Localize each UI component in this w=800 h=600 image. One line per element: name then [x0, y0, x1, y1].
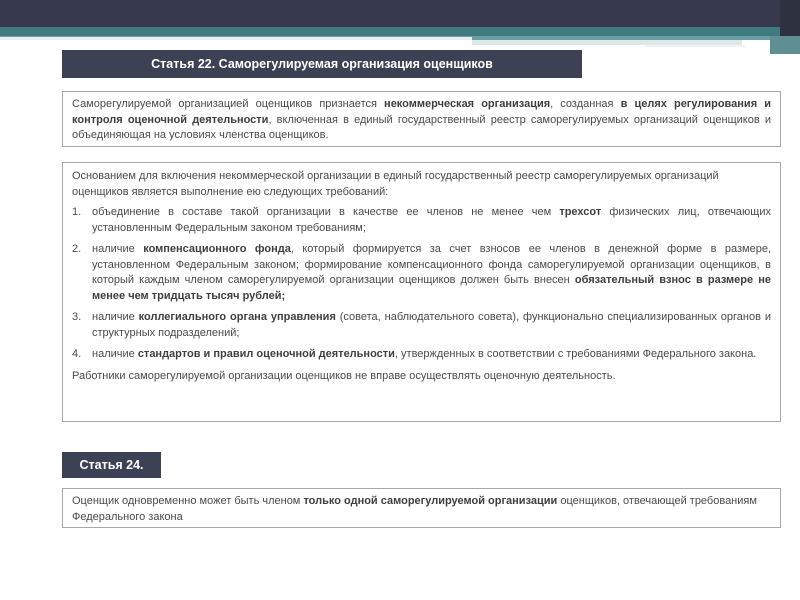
requirement-item	[72, 310, 771, 341]
emphasis-text: стандартов и правил оценочной деятельности	[137, 348, 395, 360]
body-text: , утвержденных в соответствии с требованиями Федерального закона.	[394, 348, 757, 360]
requirement-item	[72, 205, 771, 236]
emphasis-text: компенсационного фонда	[143, 243, 291, 255]
requirement-text	[92, 242, 771, 304]
body-text: наличие	[92, 348, 138, 360]
body-text: наличие	[92, 243, 144, 255]
requirements-intro: Основанием для включения некоммерческой организации в единый государственный реестр саморегулируемых организаций оценщиков является выполнение ею следующих требований:	[72, 170, 719, 198]
header-banner-dark	[0, 0, 800, 27]
body-text: оценщиков, отвечающей требованиям Федерального закона	[72, 495, 757, 523]
requirement-text	[92, 310, 771, 341]
emphasis-text: обязательный взнос в размере не менее чем тридцать тысяч рублей;	[92, 274, 771, 302]
requirement-number: 4.	[72, 348, 82, 360]
body-text: , созданная	[550, 98, 621, 110]
emphasis-text: только одной саморегулируемой организации	[303, 495, 558, 507]
header-banner-highlight-3	[645, 45, 745, 47]
emphasis-text: в целях регулирования и контроля оценочной деятельности	[72, 98, 771, 126]
article-24-text	[72, 494, 771, 525]
definition-text	[72, 97, 771, 144]
body-text: наличие	[92, 311, 139, 323]
requirement-number: 2.	[72, 243, 82, 255]
requirement-item	[72, 347, 771, 363]
definition-box	[62, 91, 781, 147]
requirement-number: 1.	[72, 206, 82, 218]
requirements-box	[62, 162, 781, 422]
article-24-box	[62, 488, 781, 528]
emphasis-text: трехсот	[559, 206, 602, 218]
requirements-list	[72, 205, 771, 363]
article-22-title	[62, 50, 582, 78]
header-banner-highlight	[0, 37, 472, 40]
body-text: (совета, наблюдательного совета), функционально специализированных органов и структурных подразделений;	[92, 311, 771, 339]
emphasis-text: некоммерческая организация	[384, 98, 551, 110]
requirement-item	[72, 242, 771, 304]
requirement-number: 3.	[72, 311, 82, 323]
requirement-text	[92, 205, 771, 236]
header-banner-teal	[0, 27, 800, 36]
article-22-title-text: Статья 22. Саморегулируемая организация оценщиков	[151, 57, 493, 71]
header-banner-corner-teal	[770, 36, 800, 54]
article-24-title-text: Статья 24.	[79, 458, 144, 472]
article-24-title	[62, 452, 161, 478]
body-text: физических лиц, отвечающих установленным Федеральным законом требованиям;	[92, 206, 771, 234]
body-text: , включенная в единый государственный реестр саморегулируемых организаций оценщиков и объединяющая на условиях членства оценщиков.	[72, 113, 771, 141]
body-text: Оценщик одновременно может быть членом	[72, 495, 304, 507]
emphasis-text: коллегиального органа управления	[138, 311, 336, 323]
body-text: , который формируется за счет взносов ее членов в денежной форме в размере, установленном Федеральным законом; формирование компенсационного фонда саморегулируемой организации оценщиков, в который каждым членом саморегулируемой организации оценщиков должен быть внесен	[92, 243, 771, 286]
workers-note: Работники саморегулируемой организации оценщиков не вправе осуществлять оценочную деятельность.	[72, 369, 616, 382]
requirement-text	[92, 347, 771, 363]
body-text: Саморегулируемой организацией оценщиков признается	[72, 98, 385, 110]
body-text: объединение в составе такой организации в качестве ее членов не менее чем	[92, 206, 560, 218]
